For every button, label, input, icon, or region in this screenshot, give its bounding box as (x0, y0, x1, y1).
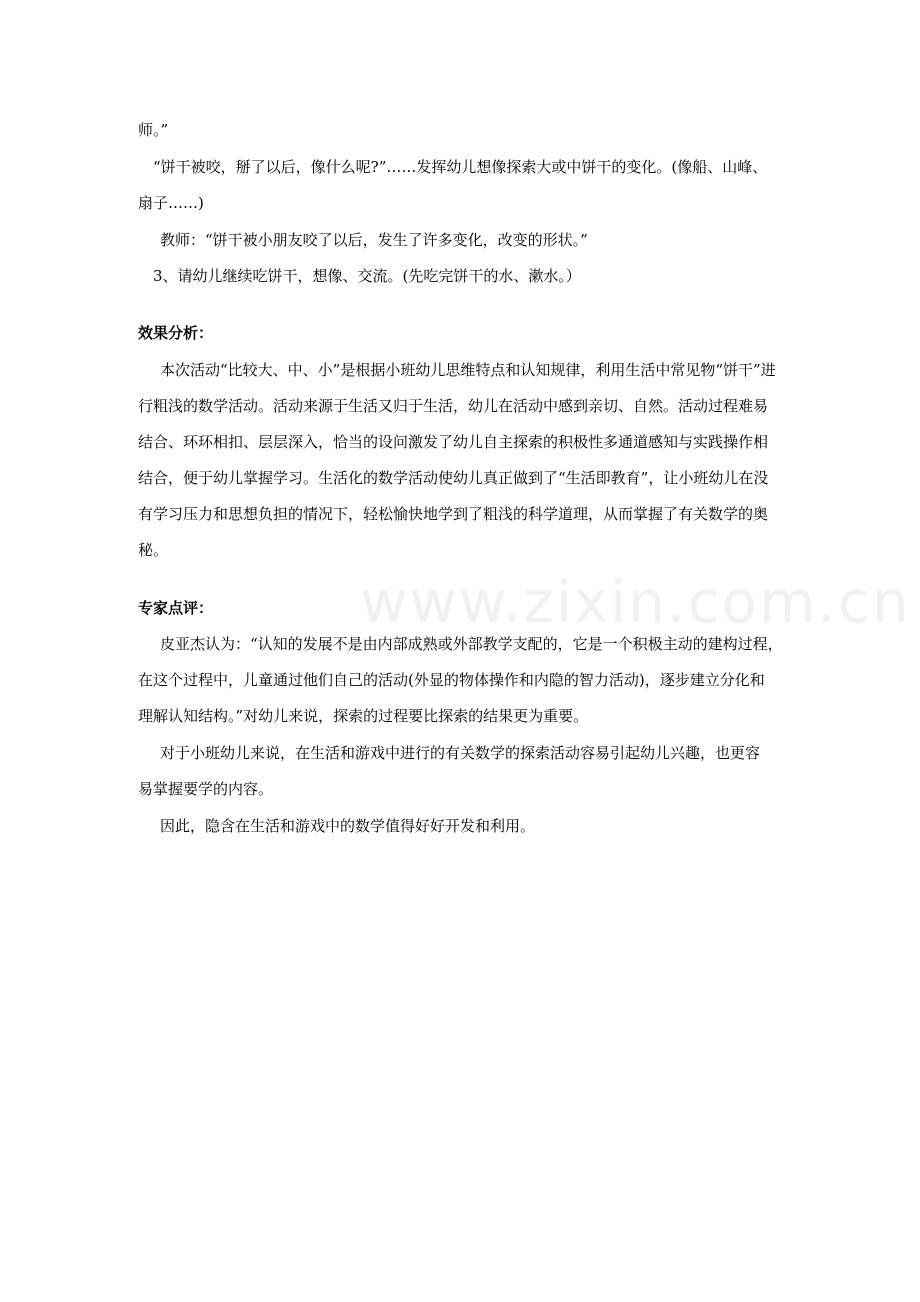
paragraph-line: 在这个过程中，儿童通过他们自己的活动(外显的物体操作和内隐的智力活动)，逐步建立分化和 (138, 671, 765, 689)
paragraph-line: 教师：“饼干被小朋友咬了以后，发生了许多变化，改变的形状。” (160, 231, 588, 249)
paragraph-line: 本次活动“比较大、中、小”是根据小班幼儿思维特点和认知规律，利用生活中常见物“饼干”进 (160, 361, 776, 379)
watermark: www.zixin.com.cn (360, 568, 911, 636)
paragraph-line: 理解认知结构。”对幼儿来说，探索的过程要比探索的结果更为重要。 (138, 707, 589, 725)
paragraph-line: 皮亚杰认为：“认知的发展不是由内部成熟或外部教学支配的，它是一个积极主动的建构过程， (160, 635, 783, 653)
paragraph-line: 有学习压力和思想负担的情况下，轻松愉快地学到了粗浅的科学道理，从而掌握了有关数学的奥 (138, 505, 769, 523)
paragraph-line: 结合，便于幼儿掌握学习。生活化的数学活动使幼儿真正做到了“生活即教育”，让小班幼儿在没 (138, 469, 769, 487)
paragraph-line: 3、请幼儿继续吃饼干，想像、交流。(先吃完饼干的水、漱水。） (153, 267, 581, 285)
paragraph-line: 对于小班幼儿来说，在生活和游戏中进行的有关数学的探索活动容易引起幼儿兴趣，也更容 (160, 744, 761, 762)
section-heading-effect-analysis: 效果分析： (138, 324, 214, 342)
paragraph-line: 因此，隐含在生活和游戏中的数学值得好好开发和利用。 (160, 817, 536, 835)
paragraph-line: 易掌握要学的内容。 (138, 780, 274, 798)
section-heading-expert-review: 专家点评： (138, 599, 214, 617)
paragraph-line: 秘。 (138, 541, 169, 559)
paragraph-line: “饼干被咬，掰了以后，像什么呢?”……发挥幼儿想像探索大或中饼干的变化。(像船、山峰、 (153, 158, 768, 176)
paragraph-line: 扇子……) (138, 194, 204, 212)
paragraph-line: 结合、环环相扣、层层深入，恰当的设问激发了幼儿自主探索的积极性多通道感知与实践操作相 (138, 433, 769, 451)
paragraph-line: 行粗浅的数学活动。活动来源于生活又归于生活，幼儿在活动中感到亲切、自然。活动过程难易 (138, 397, 769, 415)
paragraph-line: 师。” (138, 121, 169, 139)
